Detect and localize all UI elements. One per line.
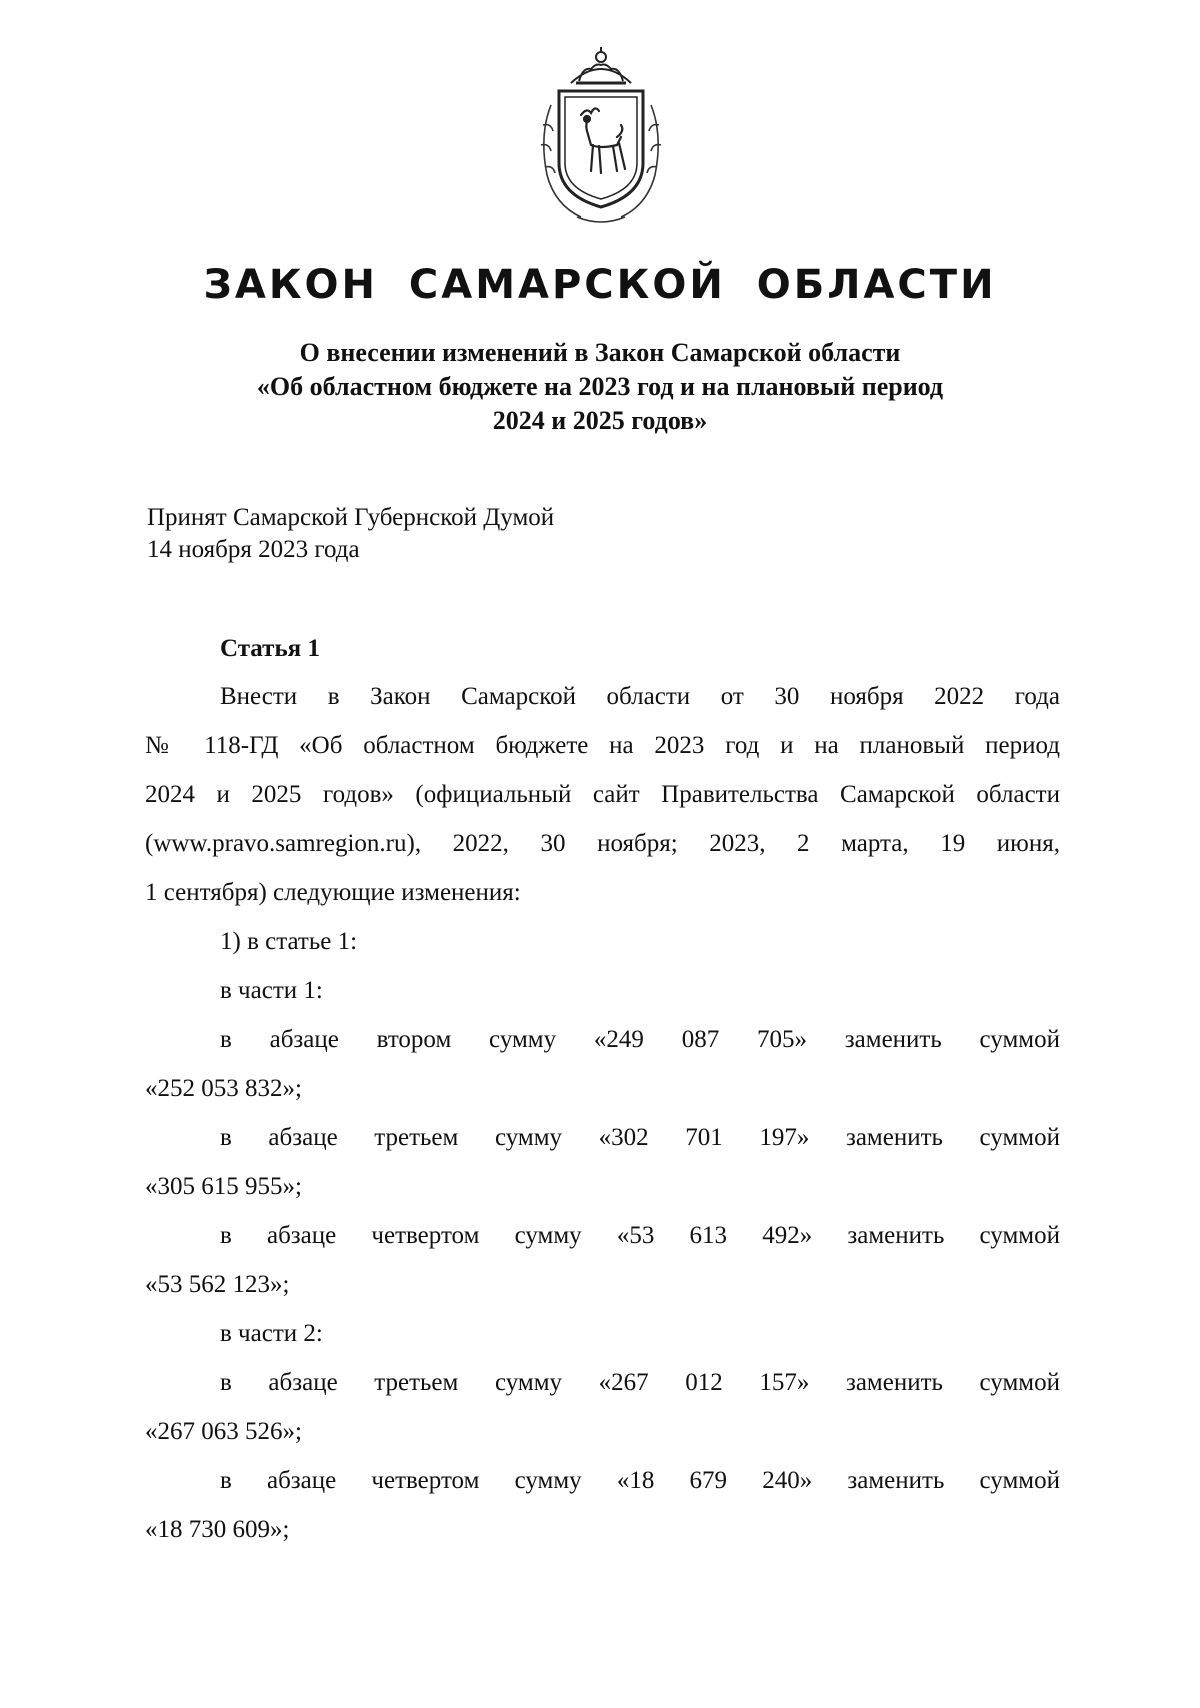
adoption-body: Принят Самарской Губернской Думой: [147, 504, 555, 531]
subtitle-line: 2024 и 2025 годов»: [492, 406, 708, 435]
body-line: 1) в статье 1:: [220, 928, 358, 955]
body-line: в части 2:: [220, 1320, 323, 1347]
coat-of-arms-icon: [521, 45, 681, 227]
adoption-note: [147, 502, 554, 566]
body-line: (www.pravo.samregion.ru), 2022, 30 ноября; 2023, 2 марта, 19 июня,: [145, 830, 1060, 857]
subtitle-line: О внесении изменений в Закон Самарской области: [299, 338, 901, 367]
body-line: в абзаце третьем сумму «302 701 197» заменить суммой: [220, 1124, 1060, 1151]
body-line: «252 053 832»;: [145, 1075, 302, 1102]
body-line: в абзаце четвертом сумму «18 679 240» заменить суммой: [220, 1467, 1060, 1494]
adoption-date: 14 ноября 2023 года: [147, 536, 360, 563]
body-line: 1 сентября) следующие изменения:: [145, 879, 521, 906]
body-line: в абзаце четвертом сумму «53 613 492» заменить суммой: [220, 1222, 1060, 1249]
body-line: в абзаце втором сумму «249 087 705» заменить суммой: [220, 1026, 1060, 1053]
body-line: № 118-ГД «Об областном бюджете на 2023 год и на плановый период: [145, 732, 1060, 759]
body-line: в части 1:: [220, 977, 323, 1004]
body-line: 2024 и 2025 годов» (официальный сайт Правительства Самарской области: [145, 781, 1060, 808]
law-subtitle: [180, 336, 1020, 438]
law-title: ЗАКОН САМАРСКОЙ ОБЛАСТИ: [203, 262, 997, 308]
body-line: «53 562 123»;: [145, 1271, 290, 1298]
body-line: Внести в Закон Самарской области от 30 ноября 2022 года: [220, 683, 1060, 710]
body-line: «18 730 609»;: [145, 1516, 290, 1543]
article-heading: Статья 1: [220, 635, 320, 662]
body-line: «267 063 526»;: [145, 1418, 302, 1445]
body-line: «305 615 955»;: [145, 1173, 302, 1200]
subtitle-line: «Об областном бюджете на 2023 год и на плановый период: [256, 372, 944, 401]
body-line: в абзаце третьем сумму «267 012 157» заменить суммой: [220, 1369, 1060, 1396]
